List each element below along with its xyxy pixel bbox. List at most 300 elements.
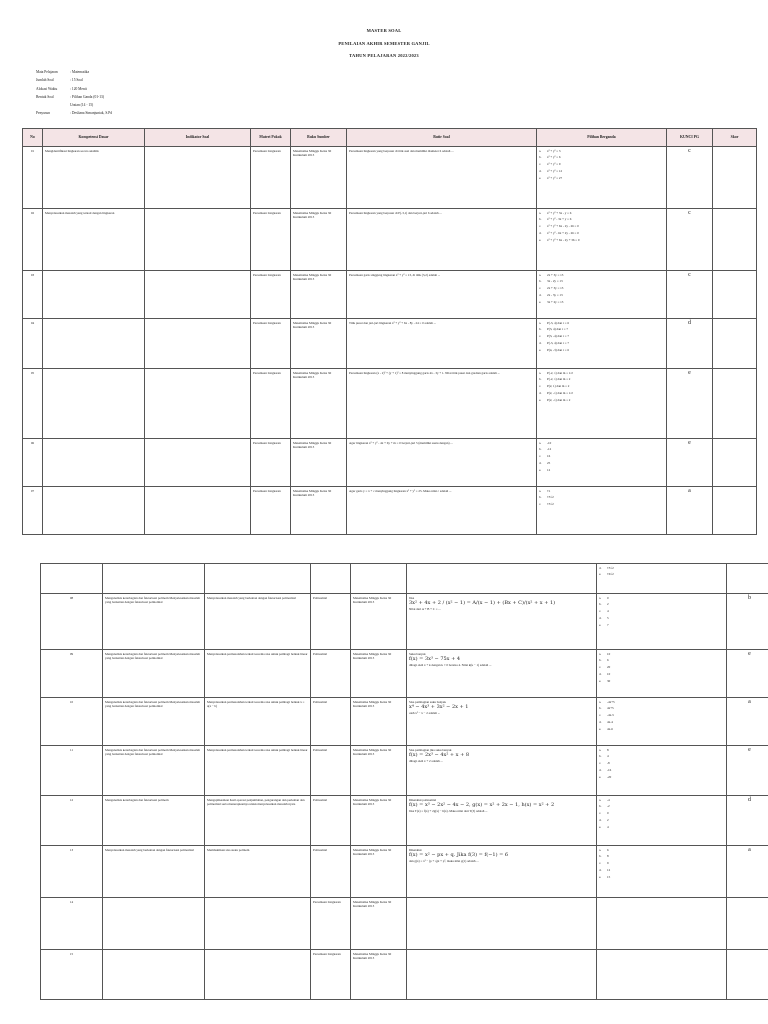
indikator-soal <box>145 209 251 271</box>
pilihan-berganda <box>537 487 667 535</box>
kunci-pg <box>727 564 768 594</box>
option-letter: a. <box>599 595 602 600</box>
pilihan-berganda <box>597 698 727 746</box>
table-row <box>41 846 768 898</box>
buku-sumber: Matematika Minggu Kelas XI Kurikulum 2013 <box>351 698 407 746</box>
option-item <box>539 169 664 174</box>
row-number: 04 <box>23 319 43 369</box>
kompetensi-dasar <box>43 439 145 487</box>
column-header: Buku Sumber <box>291 129 347 147</box>
option-letter: e. <box>539 467 542 472</box>
option-text: 8 <box>607 854 609 859</box>
kunci-pg <box>727 898 768 950</box>
column-header: Kompetensi Dasar <box>43 129 145 147</box>
indikator-soal <box>205 950 311 1000</box>
materi-pokok: Persamaan Lingkaran <box>251 271 291 319</box>
option-text: P(3, -4) dan r = 7 <box>547 334 569 339</box>
option-text: 0 <box>607 811 609 816</box>
table-row <box>41 950 768 1000</box>
row-number: 15 <box>41 950 103 1000</box>
option-list <box>599 596 724 628</box>
option-text: x² + y² = 3 <box>547 148 561 153</box>
row-number: 01 <box>23 147 43 209</box>
option-text: P(4, -3) dan r = 6 <box>547 347 569 352</box>
option-text: -4 <box>607 797 610 802</box>
pilihan-berganda <box>597 746 727 796</box>
info-label <box>36 101 70 109</box>
row-number: 14 <box>41 898 103 950</box>
info-value: : 15 Soal <box>70 78 83 83</box>
option-letter: d. <box>539 292 542 297</box>
option-letter: c. <box>599 761 602 766</box>
indikator-soal <box>145 271 251 319</box>
option-letter: c. <box>599 609 602 614</box>
materi-pokok: Persamaan Lingkaran <box>251 319 291 369</box>
pilihan-berganda <box>537 209 667 271</box>
option-text: P(-2, 1) dan m = 1/2 <box>547 370 573 375</box>
option-text: ±5√2 <box>547 502 554 507</box>
option-item <box>599 854 724 859</box>
info-label: Penyusun <box>36 111 50 116</box>
table-row <box>41 650 768 698</box>
option-item <box>599 798 724 803</box>
option-letter: b. <box>539 279 542 284</box>
option-text: 10 <box>607 651 611 656</box>
option-letter: b. <box>539 495 542 500</box>
option-letter: c. <box>599 861 602 866</box>
indikator-soal <box>145 487 251 535</box>
option-item <box>539 162 664 167</box>
butir-text: Nilai dari A + B + C = ... <box>409 607 441 612</box>
buku-sumber: Matematika Minggu Kelas XI Kurikulum 2013 <box>351 846 407 898</box>
option-item <box>599 720 724 725</box>
column-header: Skor <box>713 129 757 147</box>
indikator-soal <box>145 319 251 369</box>
table-row <box>23 209 757 271</box>
option-letter: d. <box>599 867 602 872</box>
option-letter: c. <box>539 286 542 291</box>
option-letter: e. <box>599 726 602 731</box>
info-row <box>36 68 112 76</box>
option-letter: e. <box>599 824 602 829</box>
butir-text: Agar garis y = x + c menyinggung lingkaran x² + y² = 25. Maka nilai c adalah ... <box>349 488 452 493</box>
indikator-soal: Mengaplikasikan hasil operasi penjumlahan, pengurangan dan perkalian dan polinomial serta menerapkannya untuk menyelesaikan masalah nyata <box>205 796 311 846</box>
option-list <box>599 700 724 732</box>
option-letter: e. <box>599 774 602 779</box>
skor <box>713 271 757 319</box>
option-item <box>599 566 724 571</box>
skor <box>713 319 757 369</box>
option-item <box>599 652 724 657</box>
option-text: 25 <box>547 460 551 465</box>
butir-text: Sisa pembagian jika suku banyak <box>409 747 452 752</box>
kompetensi-dasar: Mengidentifikasi lingkaran secara analitik <box>43 147 145 209</box>
option-letter: d. <box>539 168 542 173</box>
option-item <box>539 149 664 154</box>
kompetensi-dasar: Menyelesaikan masalah yang berkaitan dengan faktorisasi polinomial <box>103 846 205 898</box>
info-row <box>36 76 112 84</box>
materi-pokok: Polinomial <box>311 594 351 650</box>
pilihan-berganda <box>537 439 667 487</box>
option-text: 3x + 2y = 13 <box>547 299 564 304</box>
option-item <box>599 672 724 677</box>
option-item <box>539 327 664 332</box>
option-text: 2x + 3y = 13 <box>547 272 564 277</box>
option-letter: b. <box>599 706 602 711</box>
option-letter: e. <box>539 175 542 180</box>
option-text: x² + y² = 27 <box>547 175 563 180</box>
butir-formula: 3x² + 4x + 2 / (x² − 1) = A/(x − 1) + (Bx + C)/(x² + x + 1) <box>409 600 556 607</box>
table-row <box>41 796 768 846</box>
option-letter: d. <box>599 671 602 676</box>
indikator-soal <box>145 369 251 439</box>
option-item <box>539 384 664 389</box>
option-text: 4 <box>607 754 609 759</box>
kompetensi-dasar <box>43 369 145 439</box>
option-text: 6 <box>607 658 609 663</box>
butir-text: Persamaan lingkaran (x - 2)² + (y + 1)² = 8 menyinggung garis 4x - 3y + 1. Nilai titik pusat dan gradien garis adalah ... <box>349 370 500 375</box>
pilihan-berganda <box>597 898 727 950</box>
column-header: No <box>23 129 43 147</box>
option-item <box>539 371 664 376</box>
column-header: Indikator Soal <box>145 129 251 147</box>
row-number: 10 <box>41 698 103 746</box>
row-number <box>41 564 103 594</box>
option-item <box>539 176 664 181</box>
option-letter: d. <box>599 719 602 724</box>
option-item <box>539 224 664 229</box>
option-text: 20 <box>607 665 611 670</box>
butir-formula: x⁴ − 4x³ + 3x² − 2x + 1 <box>409 704 469 711</box>
table-row <box>41 594 768 650</box>
option-text: x² + y² = 9 <box>547 162 561 167</box>
option-text: 4x-6 <box>607 726 613 731</box>
option-text: P(2, -1) dan m = 1/2 <box>547 390 573 395</box>
butir-text: dibagi oleh x + 2 adalah ... <box>409 759 443 764</box>
kompetensi-dasar <box>43 271 145 319</box>
option-item <box>599 700 724 705</box>
option-text: 2 <box>607 602 609 607</box>
option-list <box>599 848 724 880</box>
indikator-soal <box>145 147 251 209</box>
butir-soal <box>407 650 597 698</box>
indikator-soal: Menyelesaikan permasalahan terkait teorema sisa untuk pembagi bentuk linear <box>205 746 311 796</box>
option-letter: b. <box>599 854 602 859</box>
option-letter: d. <box>599 767 602 772</box>
butir-text: dibagi oleh x + k dengan k > 0 bersisa 4. Nilai k(k − 1) adalah ... <box>409 663 492 668</box>
option-list <box>599 652 724 684</box>
butir-soal <box>347 319 537 369</box>
option-text: x² + y² + 6x - 2y - 26 = 0 <box>547 224 579 229</box>
option-item <box>599 572 724 577</box>
kunci-pg: a <box>667 487 713 535</box>
table-row <box>41 698 768 746</box>
option-item <box>599 727 724 732</box>
option-letter: d. <box>539 230 542 235</box>
option-item <box>599 658 724 663</box>
materi-pokok: Polinomial <box>311 746 351 796</box>
option-letter: a. <box>539 320 542 325</box>
kunci-pg: e <box>667 369 713 439</box>
option-list <box>599 748 724 780</box>
kompetensi-dasar: Menganalisis keterbagian dan faktorisasi polinom Menyelesaikan masalah yang berkaitan dengan faktorisasi polinomial <box>103 594 205 650</box>
option-list <box>539 273 664 305</box>
table-row <box>23 271 757 319</box>
option-text: 16 <box>547 454 551 459</box>
option-text: 12 <box>547 467 551 472</box>
option-item <box>539 273 664 278</box>
info-value: : Desliana Simanjuntak, S.Pd <box>70 111 113 116</box>
option-item <box>539 155 664 160</box>
info-label: Bentuk Soal <box>36 94 54 99</box>
option-list <box>539 321 664 353</box>
butir-soal <box>347 369 537 439</box>
skor <box>713 439 757 487</box>
option-item <box>539 348 664 353</box>
butir-soal <box>407 898 597 950</box>
option-text: x² + y² + 3x - y = 6 <box>547 210 572 215</box>
option-text: -16 <box>607 767 612 772</box>
option-letter: b. <box>539 155 542 160</box>
option-letter: d. <box>539 390 542 395</box>
option-text: -4x+5 <box>607 699 615 704</box>
option-list <box>599 798 724 830</box>
option-letter: b. <box>539 217 542 222</box>
option-item <box>539 398 664 403</box>
butir-text: Titik pusat dan jari-jari lingkaran x² + y² + 6x - 8y - 24 = 0 adalah ... <box>349 320 437 325</box>
kompetensi-dasar: Menganalisis keterbagian dan faktorisasi polinom Menyelesaikan masalah yang berkaitan dengan faktorisasi polinomial <box>103 698 205 746</box>
info-row <box>36 85 112 93</box>
butir-soal <box>347 439 537 487</box>
materi-pokok: Persamaan Lingkaran <box>251 147 291 209</box>
option-item <box>539 391 664 396</box>
kompetensi-dasar: Menganalisis keterbagian dan faktorisasi polinom <box>103 796 205 846</box>
skor <box>713 147 757 209</box>
kunci-pg: a <box>727 698 768 746</box>
info-label: Jumlah Soal <box>36 78 54 83</box>
materi-pokok: Polinomial <box>311 846 351 898</box>
pilihan-berganda <box>597 846 727 898</box>
table-row <box>23 439 757 487</box>
option-item <box>599 775 724 780</box>
option-letter: c. <box>599 811 602 816</box>
butir-text: Persamaan lingkaran yang berpusat di P(-3,1) dan berjari-jari 6 adalah ... <box>349 210 442 215</box>
materi-pokok: Polinomial <box>311 796 351 846</box>
option-letter: d. <box>599 615 602 620</box>
pilihan-berganda <box>537 147 667 209</box>
option-list <box>539 371 664 403</box>
option-letter: c. <box>599 665 602 670</box>
butir-soal <box>347 271 537 319</box>
butir-text: Persamaan garis singgung lingkaran x² + y² = 13, di titik (3,2) adalah ... <box>349 272 441 277</box>
kompetensi-dasar: Menganalisis keterbagian dan faktorisasi polinom Menyelesaikan masalah yang berkaitan dengan faktorisasi polinomial <box>103 746 205 796</box>
skor <box>713 487 757 535</box>
option-letter: b. <box>539 447 542 452</box>
kunci-pg <box>727 950 768 1000</box>
option-letter: a. <box>539 210 542 215</box>
butir-text: Persamaan lingkaran yang berpusat di titik asal dan memiliki diameter 6 adalah ... <box>349 148 454 153</box>
option-item <box>599 665 724 670</box>
option-item <box>599 623 724 628</box>
indikator-soal: Menyelesaikan masalah yang berkaitan dengan faktorisasi polinomial <box>205 594 311 650</box>
option-letter: a. <box>599 699 602 704</box>
table-row <box>23 147 757 209</box>
option-text: x² + y² + 6x - 2y + 36 = 0 <box>547 237 580 242</box>
option-item <box>599 706 724 711</box>
butir-soal <box>407 746 597 796</box>
info-value: : Pilihan Ganda (01-13) <box>70 94 105 99</box>
indikator-soal <box>205 564 311 594</box>
option-list <box>539 441 664 473</box>
option-item <box>539 211 664 216</box>
row-number: 05 <box>23 369 43 439</box>
materi-pokok: Persamaan Lingkaran <box>311 898 351 950</box>
column-header: Pilihan Berganda <box>537 129 667 147</box>
pilihan-berganda <box>537 369 667 439</box>
kunci-pg: d <box>727 796 768 846</box>
kompetensi-dasar <box>103 950 205 1000</box>
option-item <box>539 377 664 382</box>
info-value: : Matematika <box>70 70 90 74</box>
question-table-1 <box>22 128 757 535</box>
buku-sumber: Matematika Minggu Kelas XI Kurikulum 2013 <box>351 796 407 846</box>
option-item <box>599 825 724 830</box>
buku-sumber: Matematika Minggu Kelas XI Kurikulum 2013 <box>351 594 407 650</box>
butir-soal <box>347 209 537 271</box>
option-item <box>599 761 724 766</box>
butir-text: Sisa pembagian suku banyak <box>409 699 446 704</box>
option-letter: a. <box>599 847 602 852</box>
option-letter: c. <box>539 334 542 339</box>
materi-pokok: Persamaan Lingkaran <box>251 369 291 439</box>
option-item <box>539 489 664 494</box>
option-text: 7 <box>607 622 609 627</box>
buku-sumber: Matematika Minggu Kelas XI Kurikulum 2013 <box>351 950 407 1000</box>
option-text: x² + y² - 6x + 2y - 26 = 0 <box>547 230 579 235</box>
option-text: -4x-5 <box>607 713 614 718</box>
option-list <box>539 149 664 181</box>
option-list <box>539 489 664 507</box>
option-text: 30 <box>607 678 611 683</box>
indikator-soal: Menyelesaikan permasalahan terkait teorema sisa untuk pembagi bentuk linear <box>205 650 311 698</box>
option-text: 2x + 3y = 13 <box>547 286 564 291</box>
kunci-pg: c <box>667 209 713 271</box>
option-item <box>539 231 664 236</box>
option-text: 4 <box>607 824 609 829</box>
option-letter: c. <box>539 384 542 389</box>
option-letter: e. <box>539 299 542 304</box>
info-row <box>36 101 112 109</box>
butir-soal <box>347 487 537 535</box>
doc-title: MASTER SOAL <box>366 28 402 33</box>
row-number: 06 <box>23 439 43 487</box>
option-item <box>539 495 664 500</box>
butir-text: Jika T(x) = f(x) + 2g(x) − h(x). Maka nilai dari T(3) adalah ... <box>409 809 488 814</box>
kompetensi-dasar: Menganalisis keterbagian dan faktorisasi polinom Menyelesaikan masalah yang berkaitan dengan faktorisasi polinomial <box>103 650 205 698</box>
option-item <box>599 748 724 753</box>
materi-pokok: Persamaan Lingkaran <box>311 950 351 1000</box>
option-item <box>599 768 724 773</box>
info-block <box>36 68 112 118</box>
kunci-pg: c <box>667 147 713 209</box>
option-text: 4 <box>607 609 609 614</box>
option-text: 3x - 2y = 13 <box>547 279 563 284</box>
butir-soal <box>407 564 597 594</box>
option-item <box>599 811 724 816</box>
butir-text: Diketahui polinomial <box>409 797 437 802</box>
option-letter: a. <box>539 488 542 493</box>
option-item <box>599 616 724 621</box>
option-text: 8 <box>607 747 609 752</box>
table-row <box>41 746 768 796</box>
butir-formula: f(x) = x² − px + q. Jika f(3) = f(−1) = 6 <box>409 852 509 859</box>
butir-soal <box>407 796 597 846</box>
kompetensi-dasar <box>43 319 145 369</box>
option-item <box>599 713 724 718</box>
option-item <box>539 502 664 507</box>
option-letter: c. <box>539 454 542 459</box>
option-letter: b. <box>599 754 602 759</box>
option-list <box>599 566 724 577</box>
option-item <box>599 861 724 866</box>
butir-text: Jika <box>409 595 415 600</box>
table-row <box>41 898 768 950</box>
indikator-soal: Menyelesaikan permasalahan terkait teorema sisa untuk pembagi bentuk x = a(x − b) <box>205 698 311 746</box>
option-item <box>599 754 724 759</box>
butir-soal <box>407 594 597 650</box>
column-header: KUNCI PG <box>667 129 713 147</box>
kunci-pg: d <box>667 319 713 369</box>
option-text: P(-2, 1) dan m = 2 <box>547 377 571 382</box>
option-letter: b. <box>539 327 542 332</box>
option-text: 9 <box>607 861 609 866</box>
option-item <box>539 279 664 284</box>
column-header: Materi Pokok <box>251 129 291 147</box>
option-item <box>599 818 724 823</box>
option-item <box>539 461 664 466</box>
option-letter: b. <box>599 804 602 809</box>
info-label: Alokasi Waktu <box>36 86 58 91</box>
option-item <box>599 804 724 809</box>
kunci-pg: a <box>727 846 768 898</box>
table-row <box>41 564 768 594</box>
option-item <box>599 602 724 607</box>
doc-year: TAHUN PELAJARAN 2022/2023 <box>349 53 419 58</box>
option-text: -12 <box>547 447 552 452</box>
option-text: -2 <box>607 804 610 809</box>
option-letter: b. <box>599 602 602 607</box>
buku-sumber: Matematika Minggu Kelas XI Kurikulum 2013 <box>351 898 407 950</box>
option-text: 2x - 3y = 13 <box>547 292 563 297</box>
info-label: Mata Pelajaran <box>36 70 58 74</box>
info-row <box>36 109 112 117</box>
option-item <box>539 341 664 346</box>
pilihan-berganda <box>597 594 727 650</box>
option-text: P(2, -1) dan m = 2 <box>547 397 571 402</box>
buku-sumber: Matematika Minggu Kelas XI Kurikulum 2013 <box>291 439 347 487</box>
materi-pokok <box>311 564 351 594</box>
butir-soal <box>347 147 537 209</box>
butir-formula: f(x) = 3x³ − 75x + 4 <box>409 656 461 663</box>
kunci-pg: e <box>667 439 713 487</box>
option-letter: e. <box>599 572 602 577</box>
option-text: 6 <box>607 847 609 852</box>
indikator-soal: Membuktikan sisa suatu polinom <box>205 846 311 898</box>
buku-sumber: Matematika Minggu Kelas XI Kurikulum 2013 <box>291 487 347 535</box>
option-letter: e. <box>539 397 542 402</box>
column-header: Butir Soal <box>347 129 537 147</box>
kunci-pg: c <box>667 271 713 319</box>
